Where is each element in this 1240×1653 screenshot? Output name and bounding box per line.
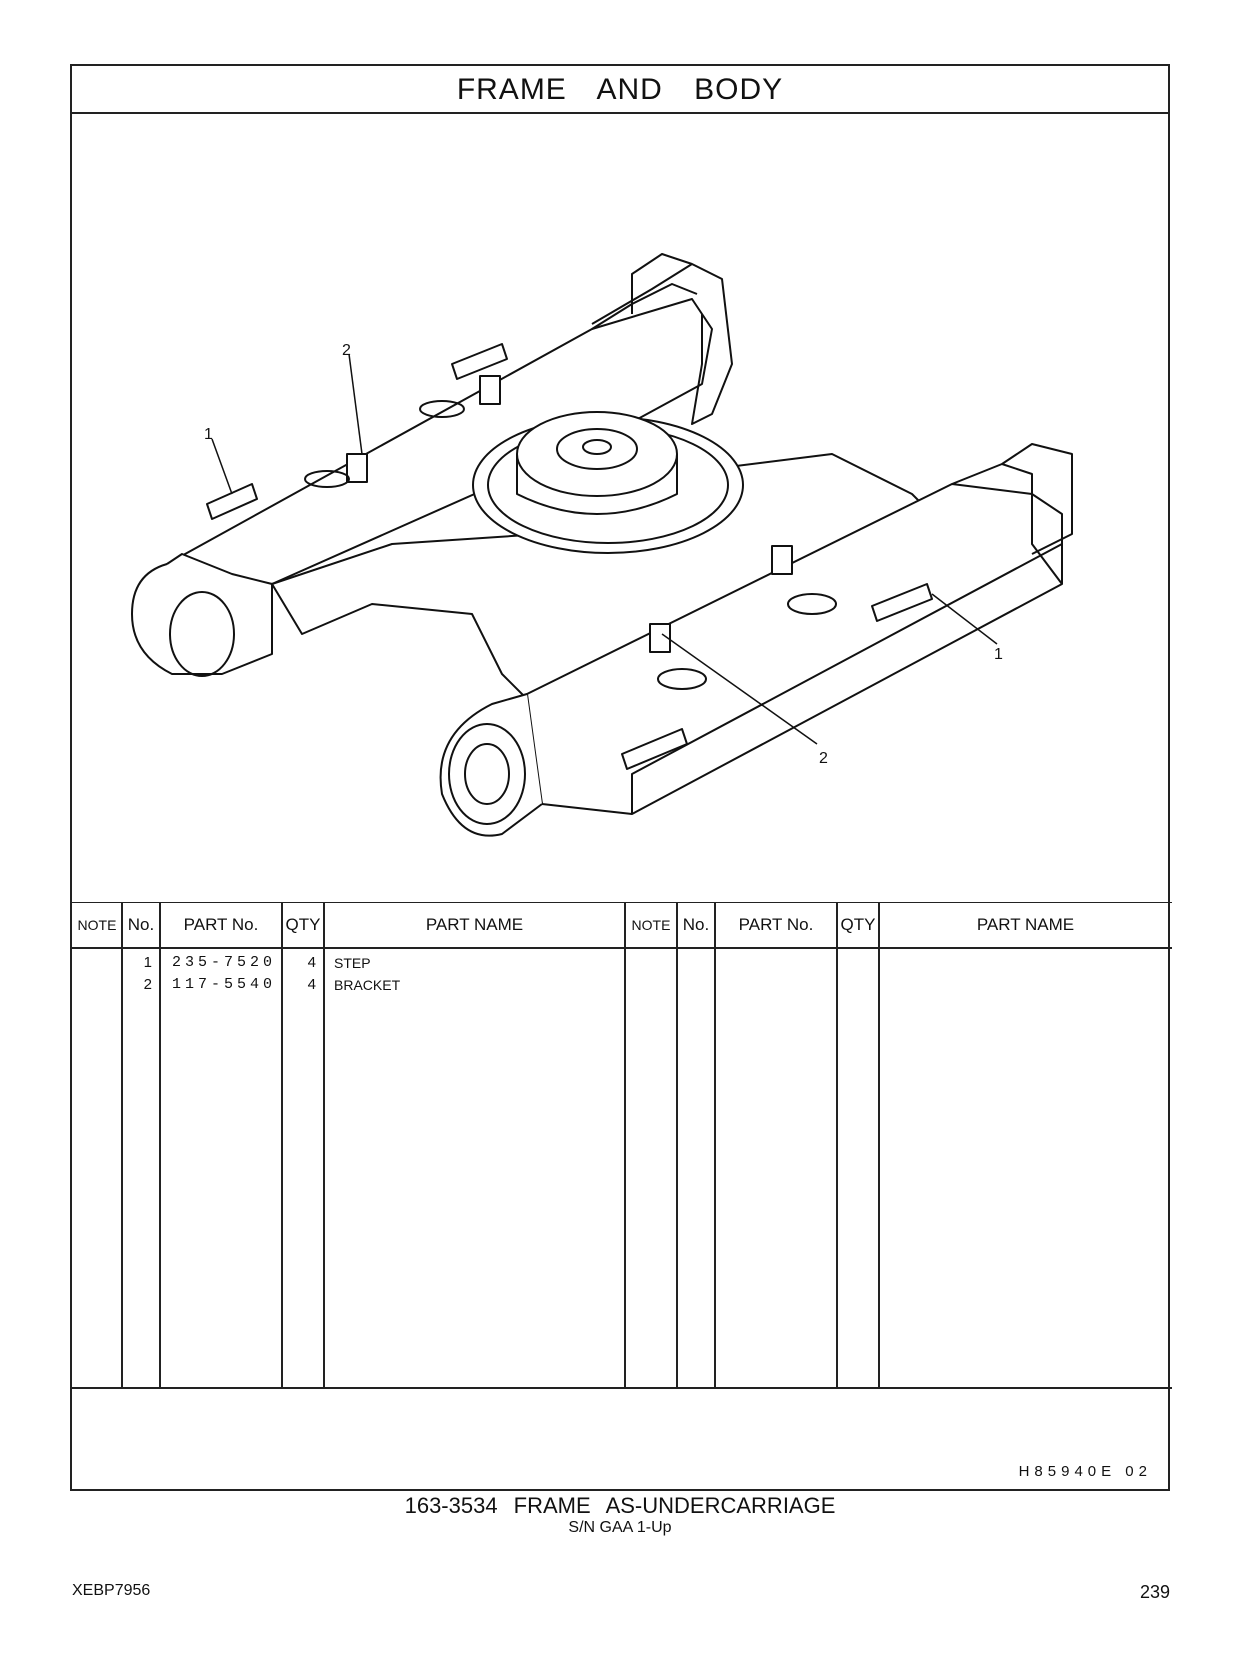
page-frame — [70, 64, 1170, 1491]
header-note-2: NOTE — [631, 917, 671, 933]
assembly-caption: 163-3534 FRAME AS-UNDERCARRIAGE — [404, 1493, 836, 1518]
illustration-code: H85940E 02 — [1018, 1463, 1152, 1480]
document-code: XEBP7956 — [72, 1582, 151, 1599]
callout-1-left: 1 — [204, 426, 213, 443]
callout-1-right: 1 — [994, 646, 1003, 663]
row-1-no: 1 — [143, 954, 152, 971]
section-title: FRAME AND BODY — [72, 66, 1168, 114]
header-note-1: NOTE — [77, 917, 117, 933]
row-1-qty: 4 — [307, 954, 316, 971]
header-part-name-2: PART NAME — [976, 915, 1075, 934]
exploded-view-drawing — [72, 114, 1168, 902]
row-1-name: STEP — [334, 955, 371, 971]
header-part-name-1: PART NAME — [425, 915, 524, 934]
header-part-no-2: PART No. — [738, 915, 814, 934]
header-qty-2: QTY — [840, 915, 876, 934]
header-qty-1: QTY — [285, 915, 321, 934]
row-2-no: 2 — [143, 976, 152, 993]
row-2-qty: 4 — [307, 976, 316, 993]
header-no-1: No. — [127, 915, 155, 934]
parts-table — [72, 902, 1168, 1412]
row-2-part-no: 117-5540 — [172, 976, 277, 993]
callout-2-top: 2 — [342, 342, 351, 359]
callout-2-bottom: 2 — [819, 750, 828, 767]
page-number: 239 — [1139, 1582, 1170, 1602]
row-1-part-no: 235-7520 — [172, 954, 277, 971]
header-part-no-1: PART No. — [183, 915, 259, 934]
header-no-2: No. — [682, 915, 710, 934]
frame-illustration — [72, 114, 1172, 902]
row-2-name: BRACKET — [334, 977, 401, 993]
serial-range: S/N GAA 1-Up — [568, 1519, 672, 1536]
